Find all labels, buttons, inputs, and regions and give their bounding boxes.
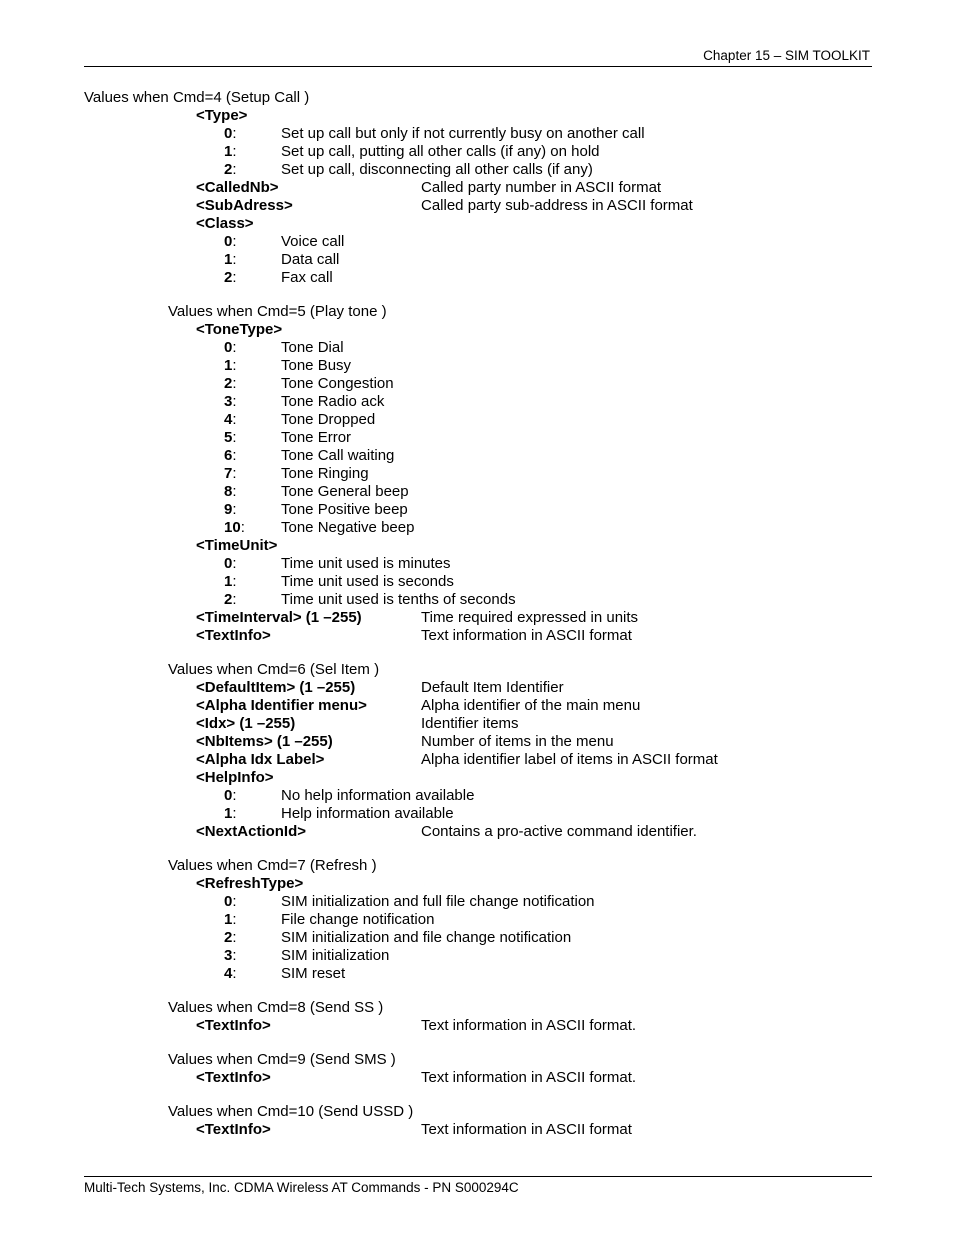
section	[0, 661, 954, 841]
option-text: Tone General beep	[281, 483, 409, 500]
parameter-row	[0, 627, 954, 645]
section-title: Values when Cmd=4 (Setup Call )	[84, 89, 310, 106]
option-number: 2	[224, 929, 233, 946]
parameter-row	[0, 823, 954, 841]
option-text: Time unit used is tenths of seconds	[281, 591, 516, 608]
option-number: 1	[224, 357, 233, 374]
option-value: 1:	[224, 357, 237, 374]
option-text: No help information available	[281, 787, 475, 804]
option-row	[0, 339, 954, 357]
option-value: 4:	[224, 965, 237, 982]
footer-rule	[84, 1176, 872, 1177]
option-number: 2	[224, 161, 233, 178]
option-number: 1	[224, 911, 233, 928]
parameter-row	[0, 715, 954, 733]
parameter-description: Contains a pro-active command identifier.	[421, 823, 697, 840]
parameter-label: <Type>	[196, 107, 248, 124]
parameter-description: Time required expressed in units	[421, 609, 639, 626]
option-row	[0, 411, 954, 429]
option-value: 1:	[224, 143, 237, 160]
option-text: Tone Positive beep	[281, 501, 408, 518]
option-value: 0:	[224, 233, 237, 250]
option-row	[0, 947, 954, 965]
option-value: 1:	[224, 573, 237, 590]
option-number: 4	[224, 965, 233, 982]
parameter-description: Default Item Identifier	[421, 679, 564, 696]
parameter-description: Alpha identifier of the main menu	[421, 697, 641, 714]
parameter-label: <Alpha Identifier menu>	[196, 697, 367, 714]
option-text: Set up call, disconnecting all other calls (if any)	[281, 161, 593, 178]
parameter-description: Text information in ASCII format.	[421, 1017, 637, 1034]
option-text: SIM initialization and full file change notification	[281, 893, 595, 910]
parameter-label: <Idx> (1 –255)	[196, 715, 296, 732]
section	[0, 303, 954, 645]
option-text: Set up call, putting all other calls (if any) on hold	[281, 143, 600, 160]
parameter-row	[0, 733, 954, 751]
option-value: 4:	[224, 411, 237, 428]
option-value: 10:	[224, 519, 245, 536]
parameter-description: Identifier items	[421, 715, 519, 732]
option-row	[0, 805, 954, 823]
option-text: Tone Error	[281, 429, 352, 446]
option-text: SIM initialization	[281, 947, 390, 964]
option-text: Tone Congestion	[281, 375, 394, 392]
parameter-row	[0, 215, 954, 233]
parameter-label: <Class>	[196, 215, 254, 232]
option-row	[0, 893, 954, 911]
parameter-label: <RefreshType>	[196, 875, 304, 892]
section-title: Values when Cmd=9 (Send SMS )	[168, 1051, 396, 1068]
section	[0, 857, 954, 983]
parameter-label: <TimeInterval> (1 –255)	[196, 609, 362, 626]
option-text: Time unit used is minutes	[281, 555, 451, 572]
option-value: 0:	[224, 339, 237, 356]
parameter-row	[0, 697, 954, 715]
option-value: 2:	[224, 161, 237, 178]
option-text: Tone Dial	[281, 339, 344, 356]
parameter-label: <TextInfo>	[196, 1121, 271, 1138]
parameter-label: <TextInfo>	[196, 1017, 271, 1034]
parameter-row	[0, 1121, 954, 1139]
parameter-row	[0, 107, 954, 125]
option-text: File change notification	[281, 911, 435, 928]
option-value: 3:	[224, 393, 237, 410]
option-row	[0, 465, 954, 483]
footer-text: Multi-Tech Systems, Inc. CDMA Wireless AT Commands - PN S000294C	[84, 1180, 519, 1195]
parameter-description: Text information in ASCII format	[421, 1121, 632, 1138]
option-text: Set up call but only if not currently busy on another call	[281, 125, 645, 142]
option-text: Data call	[281, 251, 340, 268]
section	[0, 999, 954, 1035]
option-number: 8	[224, 483, 233, 500]
section-title: Values when Cmd=5 (Play tone )	[168, 303, 387, 320]
option-number: 7	[224, 465, 233, 482]
option-row	[0, 929, 954, 947]
parameter-label: <SubAdress>	[196, 197, 293, 214]
parameter-label: <ToneType>	[196, 321, 283, 338]
option-value: 5:	[224, 429, 237, 446]
option-number: 0	[224, 339, 233, 356]
section-title: Values when Cmd=10 (Send USSD )	[168, 1103, 414, 1120]
parameter-row	[0, 179, 954, 197]
parameter-label: <HelpInfo>	[196, 769, 274, 786]
option-row	[0, 447, 954, 465]
option-number: 2	[224, 591, 233, 608]
parameter-row	[0, 769, 954, 787]
parameter-label: <CalledNb>	[196, 179, 279, 196]
option-row	[0, 555, 954, 573]
option-text: Tone Busy	[281, 357, 352, 374]
parameter-label: <NextActionId>	[196, 823, 307, 840]
document-body	[0, 89, 954, 1155]
section-title: Values when Cmd=8 (Send SS )	[168, 999, 384, 1016]
parameter-label: <TimeUnit>	[196, 537, 278, 554]
option-number: 5	[224, 429, 233, 446]
option-value: 2:	[224, 929, 237, 946]
parameter-description: Called party sub-address in ASCII format	[421, 197, 693, 214]
option-value: 0:	[224, 555, 237, 572]
option-value: 9:	[224, 501, 237, 518]
option-value: 3:	[224, 947, 237, 964]
option-text: Time unit used is seconds	[281, 573, 454, 590]
option-number: 1	[224, 805, 233, 822]
option-value: 1:	[224, 911, 237, 928]
option-row	[0, 269, 954, 287]
option-text: Help information available	[281, 805, 454, 822]
section	[0, 89, 954, 287]
option-value: 7:	[224, 465, 237, 482]
section	[0, 1103, 954, 1139]
option-number: 0	[224, 787, 233, 804]
option-row	[0, 787, 954, 805]
option-value: 0:	[224, 125, 237, 142]
parameter-row	[0, 321, 954, 339]
option-text: SIM reset	[281, 965, 346, 982]
option-value: 1:	[224, 805, 237, 822]
parameter-row	[0, 1017, 954, 1035]
option-number: 1	[224, 143, 233, 160]
option-row	[0, 501, 954, 519]
parameter-label: <TextInfo>	[196, 627, 271, 644]
option-row	[0, 357, 954, 375]
option-row	[0, 375, 954, 393]
parameter-description: Text information in ASCII format	[421, 627, 632, 644]
option-value: 2:	[224, 375, 237, 392]
chapter-header: Chapter 15 – SIM TOOLKIT	[703, 48, 870, 63]
option-value: 0:	[224, 893, 237, 910]
option-number: 0	[224, 233, 233, 250]
option-row	[0, 233, 954, 251]
option-number: 10	[224, 519, 241, 536]
parameter-description: Number of items in the menu	[421, 733, 614, 750]
option-row	[0, 483, 954, 501]
parameter-row	[0, 751, 954, 769]
parameter-description: Alpha identifier label of items in ASCII format	[421, 751, 718, 768]
option-row	[0, 143, 954, 161]
option-row	[0, 573, 954, 591]
section-title: Values when Cmd=7 (Refresh )	[168, 857, 377, 874]
option-row	[0, 519, 954, 537]
option-text: Tone Radio ack	[281, 393, 385, 410]
option-text: SIM initialization and file change notification	[281, 929, 572, 946]
option-number: 0	[224, 893, 233, 910]
option-text: Fax call	[281, 269, 333, 286]
parameter-row	[0, 197, 954, 215]
section-title: Values when Cmd=6 (Sel Item )	[168, 661, 380, 678]
option-number: 2	[224, 269, 233, 286]
parameter-label: <DefaultItem> (1 –255)	[196, 679, 356, 696]
option-row	[0, 965, 954, 983]
option-number: 9	[224, 501, 233, 518]
option-row	[0, 125, 954, 143]
option-number: 6	[224, 447, 233, 464]
option-row	[0, 591, 954, 609]
option-text: Tone Call waiting	[281, 447, 395, 464]
option-number: 0	[224, 125, 233, 142]
option-text: Voice call	[281, 233, 345, 250]
option-text: Tone Dropped	[281, 411, 376, 428]
parameter-row	[0, 875, 954, 893]
option-number: 0	[224, 555, 233, 572]
section	[0, 1051, 954, 1087]
parameter-row	[0, 537, 954, 555]
parameter-label: <NbItems> (1 –255)	[196, 733, 333, 750]
option-number: 1	[224, 573, 233, 590]
option-row	[0, 393, 954, 411]
option-value: 6:	[224, 447, 237, 464]
option-text: Tone Ringing	[281, 465, 369, 482]
parameter-row	[0, 609, 954, 627]
parameter-row	[0, 679, 954, 697]
option-row	[0, 429, 954, 447]
parameter-description: Called party number in ASCII format	[421, 179, 662, 196]
option-value: 2:	[224, 591, 237, 608]
parameter-label: <Alpha Idx Label>	[196, 751, 325, 768]
option-value: 0:	[224, 787, 237, 804]
option-text: Tone Negative beep	[281, 519, 415, 536]
option-number: 3	[224, 393, 233, 410]
option-number: 2	[224, 375, 233, 392]
option-value: 1:	[224, 251, 237, 268]
option-row	[0, 911, 954, 929]
option-row	[0, 251, 954, 269]
option-number: 1	[224, 251, 233, 268]
option-number: 4	[224, 411, 233, 428]
option-value: 8:	[224, 483, 237, 500]
option-row	[0, 161, 954, 179]
option-number: 3	[224, 947, 233, 964]
parameter-row	[0, 1069, 954, 1087]
parameter-label: <TextInfo>	[196, 1069, 271, 1086]
parameter-description: Text information in ASCII format.	[421, 1069, 637, 1086]
option-value: 2:	[224, 269, 237, 286]
header-rule	[84, 66, 872, 67]
